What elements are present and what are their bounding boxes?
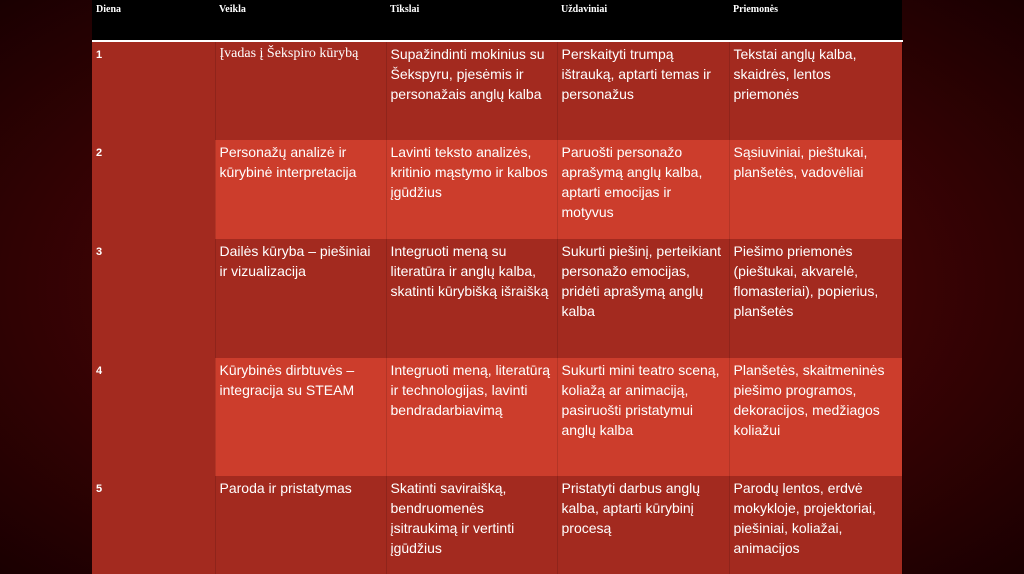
cell-activity: Įvadas į Šekspiro kūrybą bbox=[215, 41, 386, 140]
table-row bbox=[92, 476, 902, 574]
cell-tools: Parodų lentos, erdvė mokykloje, projektoriai, piešiniai, koliažai, animacijos bbox=[729, 476, 902, 574]
cell-activity: Personažų analizė ir kūrybinė interpretacija bbox=[215, 140, 386, 239]
cell-day: 5 bbox=[92, 476, 215, 574]
header-tools: Priemonės bbox=[729, 0, 902, 41]
cell-goals: Integruoti meną, literatūrą ir technologijas, lavinti bendradarbiavimą bbox=[386, 358, 557, 476]
header-activity: Veikla bbox=[215, 0, 386, 41]
header-day: Diena bbox=[92, 0, 215, 41]
cell-goals: Lavinti teksto analizės, kritinio mąstymo ir kalbos įgūdžius bbox=[386, 140, 557, 239]
cell-goals: Integruoti meną su literatūra ir anglų kalba, skatinti kūrybišką išraišką bbox=[386, 239, 557, 358]
cell-activity: Paroda ir pristatymas bbox=[215, 476, 386, 574]
cell-goals: Skatinti saviraišką, bendruomenės įsitraukimą ir vertinti įgūdžius bbox=[386, 476, 557, 574]
cell-tools: Piešimo priemonės (pieštukai, akvarelė, flomasteriai), popierius, planšetės bbox=[729, 239, 902, 358]
cell-day: 1 bbox=[92, 41, 215, 140]
table-row bbox=[92, 140, 902, 239]
cell-day: 2 bbox=[92, 140, 215, 239]
header-tasks: Uždaviniai bbox=[557, 0, 729, 41]
table-row bbox=[92, 239, 902, 358]
cell-tasks: Paruošti personažo aprašymą anglų kalba, aptarti emocijas ir motyvus bbox=[557, 140, 729, 239]
cell-tools: Tekstai anglų kalba, skaidrės, lentos priemonės bbox=[729, 41, 902, 140]
cell-activity: Kūrybinės dirbtuvės – integracija su STEAM bbox=[215, 358, 386, 476]
header-goals: Tikslai bbox=[386, 0, 557, 41]
table-header-row bbox=[92, 0, 902, 41]
cell-day: 4 bbox=[92, 358, 215, 476]
cell-activity: Dailės kūryba – piešiniai ir vizualizacija bbox=[215, 239, 386, 358]
cell-tools: Planšetės, skaitmeninės piešimo programos, dekoracijos, medžiagos koliažui bbox=[729, 358, 902, 476]
cell-day: 3 bbox=[92, 239, 215, 358]
cell-goals: Supažindinti mokinius su Šekspyru, pjesėmis ir personažais anglų kalba bbox=[386, 41, 557, 140]
cell-tasks: Perskaityti trumpą ištrauką, aptarti temas ir personažus bbox=[557, 41, 729, 140]
cell-tasks: Sukurti mini teatro sceną, koliažą ar animaciją, pasiruošti pristatymui anglų kalba bbox=[557, 358, 729, 476]
lesson-plan-table-wrapper bbox=[92, 0, 902, 574]
cell-tasks: Pristatyti darbus anglų kalba, aptarti kūrybinį procesą bbox=[557, 476, 729, 574]
table-row bbox=[92, 358, 902, 476]
table-row bbox=[92, 41, 902, 140]
cell-tasks: Sukurti piešinį, perteikiant personažo emocijas, pridėti aprašymą anglų kalba bbox=[557, 239, 729, 358]
cell-tools: Sąsiuviniai, pieštukai, planšetės, vadovėliai bbox=[729, 140, 902, 239]
lesson-plan-table bbox=[92, 0, 903, 574]
